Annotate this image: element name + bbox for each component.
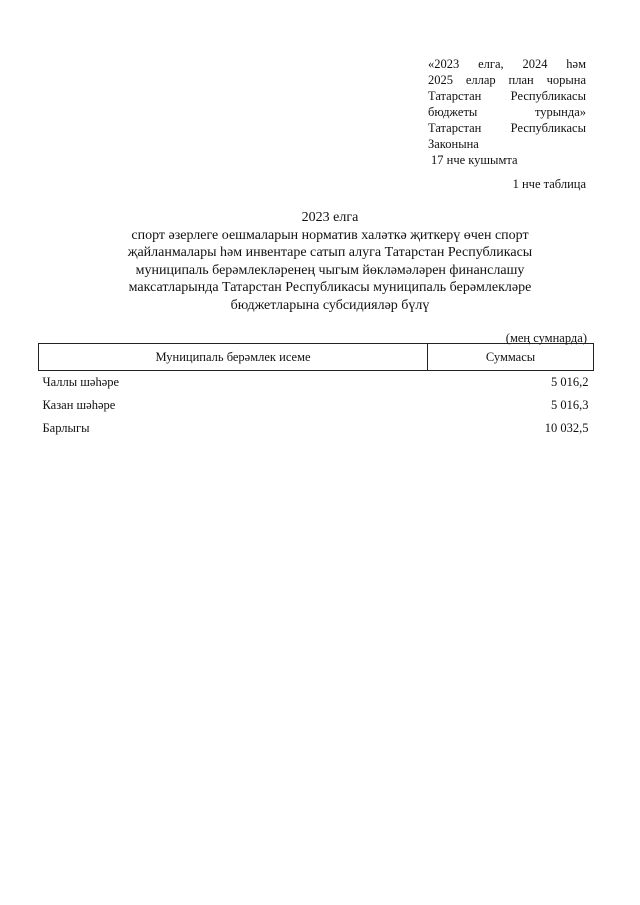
municipality-name: Казан шәһәре bbox=[42, 398, 116, 412]
title-year: 2023 елга bbox=[301, 210, 359, 225]
annex-line: бюджеты турында» bbox=[428, 105, 586, 119]
column-header-municipality: Муниципаль берәмлек исеме bbox=[39, 344, 428, 371]
annex-line: «2023 елга, 2024 һәм bbox=[428, 57, 586, 71]
amount-value: 5 016,2 bbox=[551, 375, 589, 389]
annex-line: 17 нче кушымта bbox=[431, 153, 518, 167]
table-header-row bbox=[39, 344, 594, 371]
column-header-amount: Суммасы bbox=[428, 344, 594, 371]
table-total-row bbox=[39, 417, 594, 440]
annex-line: Татарстан Республикасы bbox=[428, 89, 586, 103]
annex-reference bbox=[428, 56, 586, 168]
table-row bbox=[39, 371, 594, 395]
table-number: 1 нче таблица bbox=[512, 177, 586, 191]
annex-line: Татарстан Республикасы bbox=[428, 121, 586, 135]
table-row bbox=[39, 394, 594, 417]
title-line: максатларында Татарстан Республикасы муниципаль берәмлекләре bbox=[128, 280, 532, 295]
document-title bbox=[60, 209, 600, 314]
total-amount: 10 032,5 bbox=[544, 421, 589, 435]
municipality-name: Чаллы шәһәре bbox=[42, 375, 120, 389]
subsidy-table bbox=[38, 343, 594, 440]
title-line: спорт әзерлеге оешмаларын норматив халәткә җиткерү өчен спорт bbox=[131, 227, 529, 243]
title-line: бюджетларына субсидияләр бүлү bbox=[230, 297, 430, 313]
annex-line: Законына bbox=[428, 137, 479, 151]
title-line: җайланмалары һәм инвентаре сатып алуга Татарстан Республикасы bbox=[127, 245, 533, 260]
annex-line: 2025 еллар план чорына bbox=[428, 73, 586, 87]
amount-value: 5 016,3 bbox=[551, 398, 589, 412]
total-label: Барлыгы bbox=[42, 421, 90, 435]
title-line: муниципаль берәмлекләренең чыгым йөкләмәләрен финанслашу bbox=[135, 262, 525, 278]
unit-label: (мең сумнарда) bbox=[505, 331, 587, 345]
